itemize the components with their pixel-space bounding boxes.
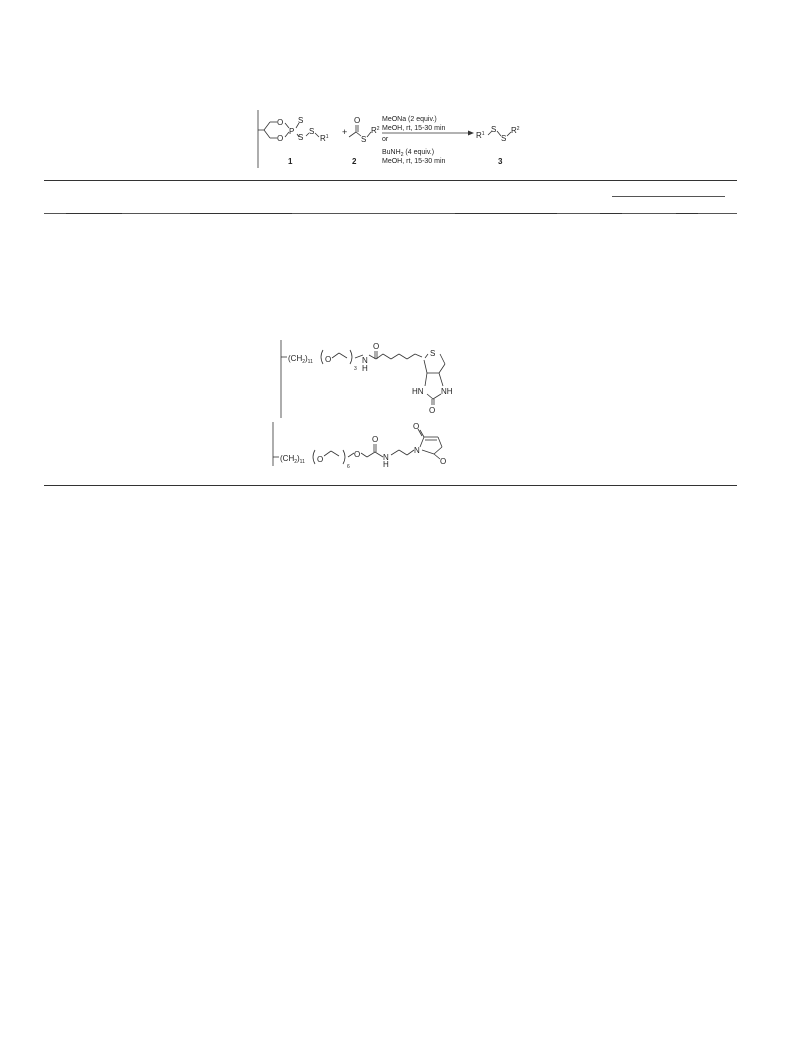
biotin-carbonyl-o: O: [373, 342, 380, 351]
maleimide-carbonyl-o: O: [372, 435, 379, 444]
maleimide-amide-h: H: [383, 460, 389, 469]
biotin-peg-bonds: [321, 350, 445, 405]
conditions-or: or: [382, 136, 389, 143]
conditions-line-2: MeOH, rt, 15-30 min: [382, 125, 446, 132]
product-s1: S: [491, 125, 497, 134]
bridge-s-1: S: [298, 133, 304, 142]
bridge-s-2: S: [309, 127, 315, 136]
reaction-scheme: [250, 108, 540, 170]
phosphorus-atom: P: [289, 127, 295, 136]
biotin-amide-n: N: [362, 356, 368, 365]
biotin-chain: $(CH_2)_{11}$: [288, 354, 313, 365]
reagent-1-r: $R^1$: [320, 134, 329, 143]
table-bottom-rule: [44, 485, 737, 486]
arrow-head: [468, 131, 474, 136]
col-rule-d: [600, 213, 622, 214]
conditions-line-3: BuNH$_2$ (4 equiv.): [382, 149, 435, 158]
conditions-line-4: MeOH, rt, 15-30 min: [382, 158, 446, 165]
col-rule-b: [190, 213, 292, 214]
maleimide-amide-n: N: [383, 453, 389, 462]
col-rule-a: [66, 213, 122, 214]
reagent-2-o: O: [354, 116, 361, 125]
maleimide-o-bottom: O: [440, 457, 447, 466]
header-bottom-rule: [44, 213, 737, 214]
ring-o-bottom: O: [277, 134, 284, 143]
maleimide-o2: O: [354, 450, 361, 459]
label-1: 1: [288, 157, 293, 166]
maleimide-peg-n: 6: [347, 464, 350, 470]
conditions-line-1: MeONa (2 equiv.): [382, 116, 437, 123]
maleimide-structure: [267, 420, 477, 470]
label-3: 3: [498, 157, 503, 166]
plus-sign: +: [342, 127, 348, 137]
biotin-nh-right: NH: [441, 387, 453, 396]
biotin-urea-o: O: [429, 406, 436, 415]
biotin-peg-n: 3: [354, 366, 357, 372]
maleimide-imide-n: N: [414, 446, 420, 455]
biotin-thiophane-s: S: [430, 349, 436, 358]
biotin-structure: [275, 338, 485, 420]
biotin-hn-left: HN: [412, 387, 424, 396]
ring-o-top: O: [277, 118, 284, 127]
thiono-s: S: [298, 116, 304, 125]
header-span-rule: [612, 196, 725, 197]
product-s2: S: [501, 134, 507, 143]
reagent-2-structure: [349, 125, 371, 137]
col-rule-e: [676, 213, 698, 214]
label-2: 2: [352, 157, 357, 166]
reagent-2-r: $R^2$: [371, 126, 380, 135]
product-r1: $R^1$: [476, 131, 485, 140]
biotin-amide-h: H: [362, 364, 368, 373]
product-r2: $R^2$: [511, 126, 520, 135]
maleimide-chain: $(CH_2)_{11}$: [280, 454, 305, 465]
col-rule-c: [455, 213, 557, 214]
maleimide-o1: O: [317, 455, 324, 464]
biotin-o: O: [325, 355, 332, 364]
reagent-2-s: S: [361, 135, 367, 144]
table-top-rule: [44, 180, 737, 181]
maleimide-o-top: O: [413, 422, 420, 431]
